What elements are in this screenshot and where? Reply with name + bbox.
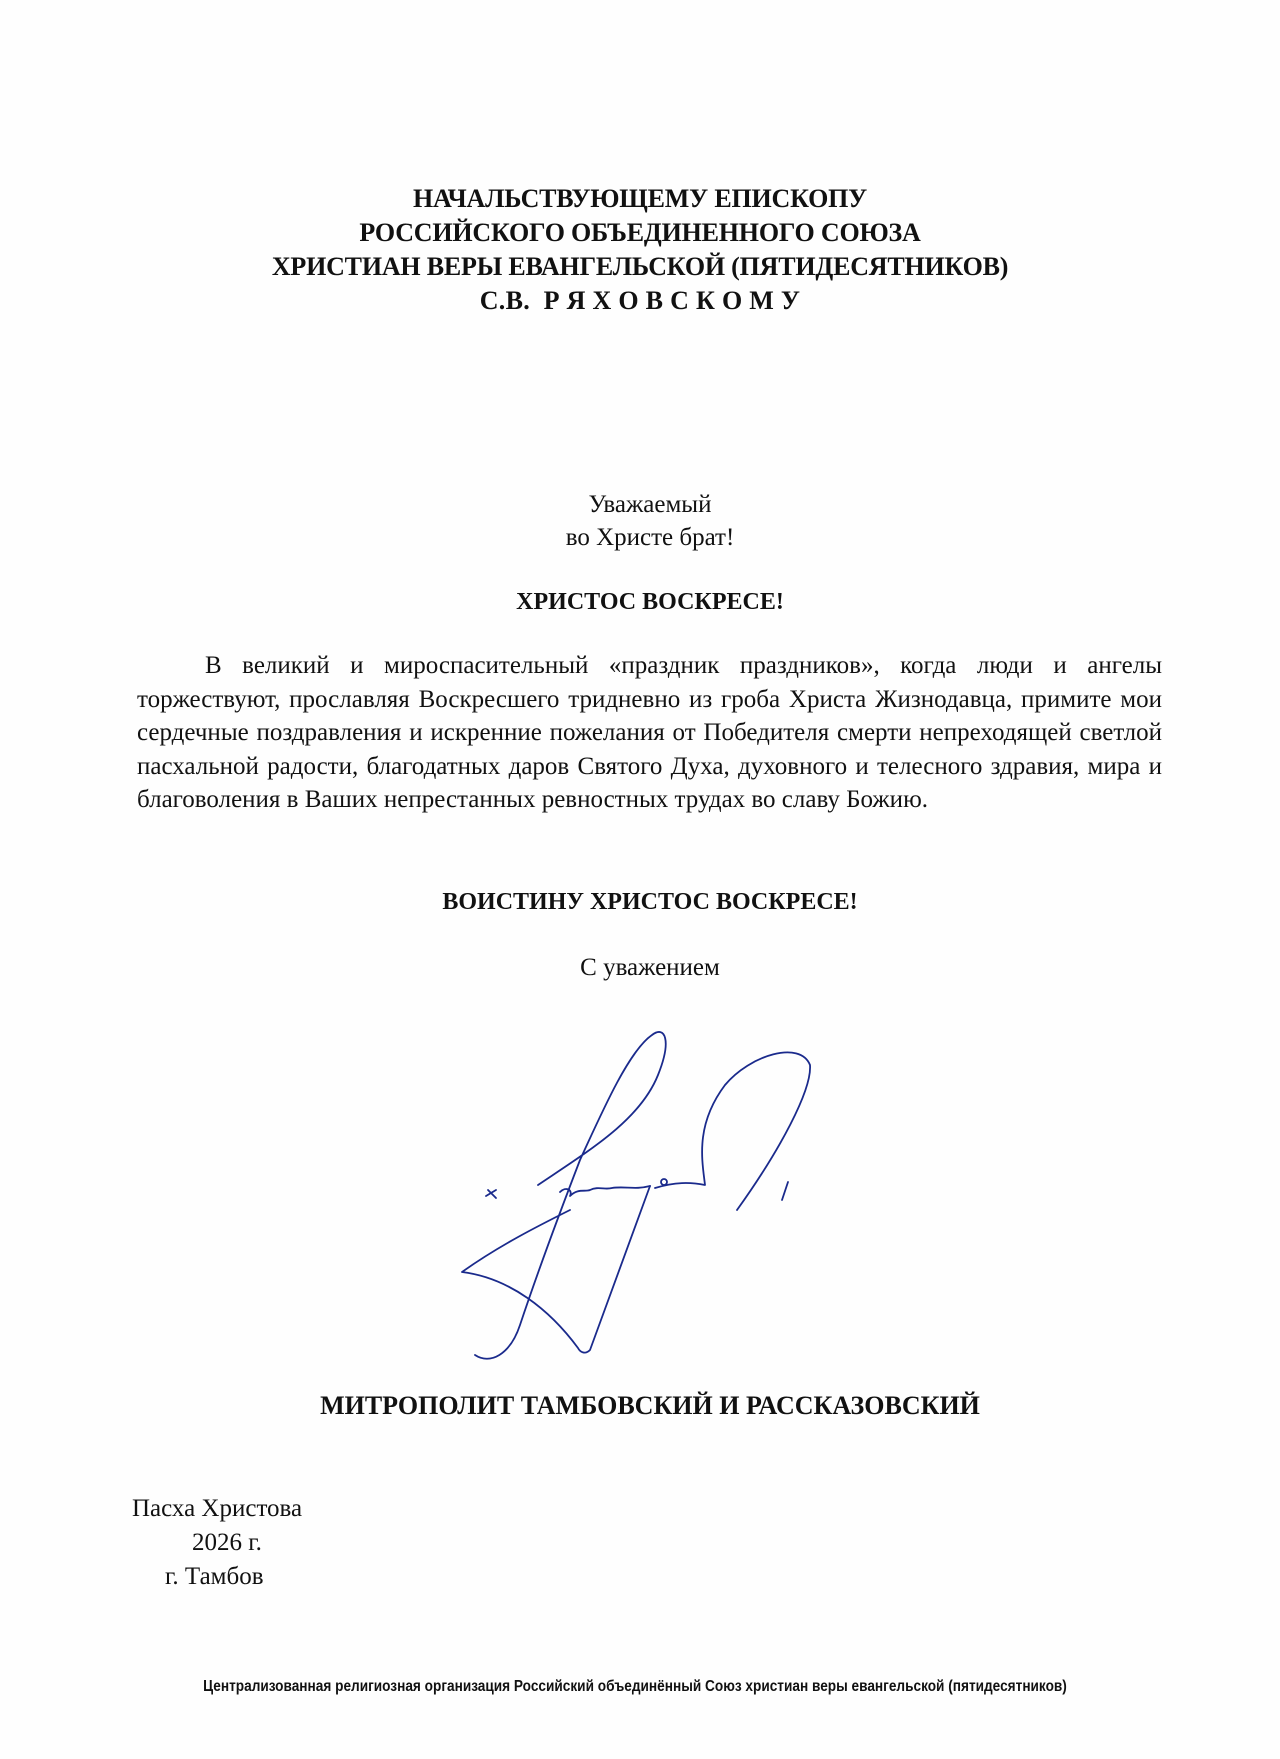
salutation-line-1: Уважаемый — [588, 491, 712, 518]
city-line: г. Тамбов — [165, 1563, 264, 1590]
organization-footer: Централизованная религиозная организация Российский объединённый Союз христиан веры евангельской (пятидесятников) — [203, 1678, 1067, 1695]
signature-stroke — [782, 1182, 788, 1200]
closing: С уважением — [580, 954, 720, 981]
greeting-heading: ХРИСТОС ВОСКРЕСЕ! — [516, 589, 784, 615]
signature-stroke — [462, 1186, 650, 1353]
addressee-line-1: НАЧАЛЬСТВУЮЩЕМУ ЕПИСКОПУ — [412, 184, 868, 213]
salutation-line-2: во Христе брат! — [565, 524, 735, 551]
signature-dot — [661, 1179, 667, 1185]
signature-stroke — [560, 1186, 650, 1196]
addressee-line-2: РОССИЙСКОГО ОБЪЕДИНЕННОГО СОЮЗА — [359, 218, 921, 247]
year-line: 2026 г. — [192, 1529, 262, 1556]
signature-stroke — [486, 1190, 496, 1198]
signer-title: МИТРОПОЛИТ ТАМБОВСКИЙ И РАССКАЗОВСКИЙ — [320, 1391, 980, 1420]
place-date-block — [132, 1492, 302, 1594]
addressee-block — [0, 182, 1280, 318]
signature — [440, 1010, 820, 1370]
response-heading: ВОИСТИНУ ХРИСТОС ВОСКРЕСЕ! — [442, 889, 858, 915]
occasion-line: Пасха Христова — [132, 1495, 303, 1522]
body-paragraph: В великий и мироспасительный «праздник праздников», когда люди и ангелы торжествуют, прославляя Воскресшего тридневно из гроба Христа Жизнодавца, примите мои сердечные поздравления и искренние пожелания от Победителя смерти непреходящей светлой пасхальной радости, благодатных даров Святого Духа, духовного и телесного здравия, мира и благоволения в Ваших непрестанных ревностных трудах во славу Божию. — [137, 652, 1162, 814]
addressee-line-3: ХРИСТИАН ВЕРЫ ЕВАНГЕЛЬСКОЙ (ПЯТИДЕСЯТНИКОВ) — [271, 252, 1009, 281]
addressee-name: С.В. Р Я Х О В С К О М У — [479, 286, 801, 315]
salutation — [0, 488, 1280, 554]
